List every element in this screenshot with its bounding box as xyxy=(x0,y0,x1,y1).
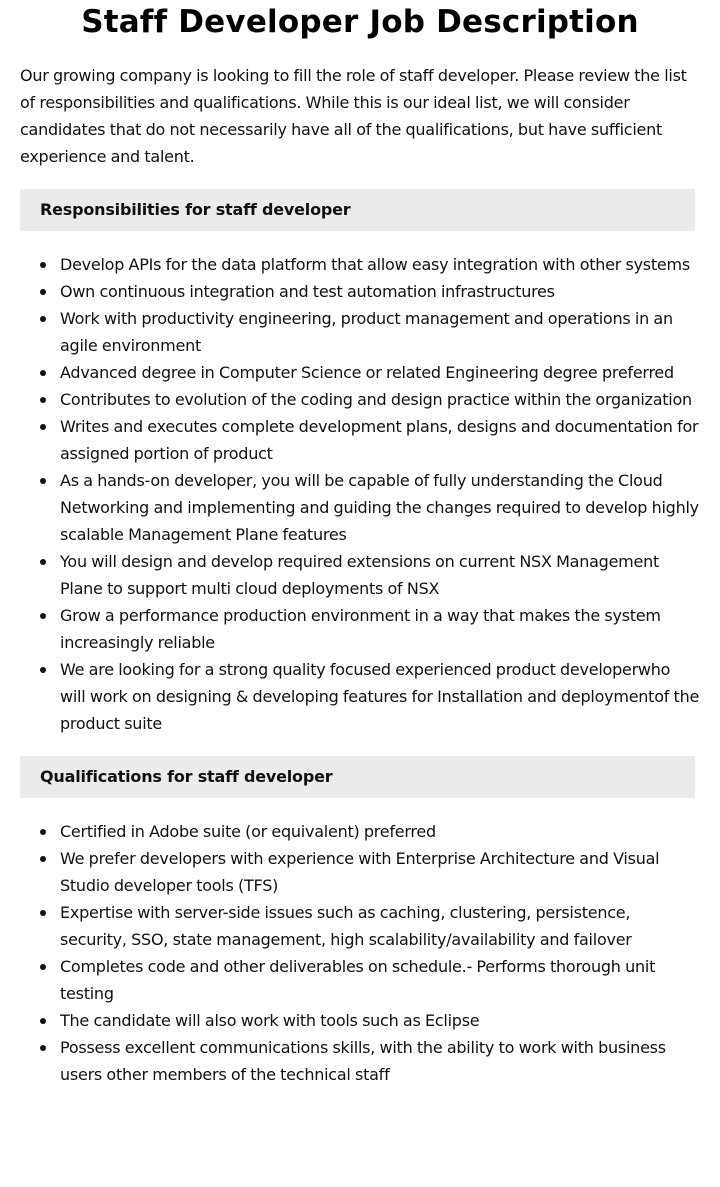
list-item xyxy=(60,656,700,737)
list-item xyxy=(60,1034,700,1088)
bullet-icon xyxy=(40,964,46,970)
bullet-icon xyxy=(40,316,46,322)
bullet-icon xyxy=(40,559,46,565)
list-item-text: Own continuous integration and test automation infrastructures xyxy=(60,282,555,301)
bullet-icon xyxy=(40,397,46,403)
list-item-text: You will design and develop required extensions on current NSX Management Plane to support multi cloud deployments of NSX xyxy=(60,552,660,598)
list-item xyxy=(60,251,700,278)
list-item xyxy=(60,602,700,656)
list-item xyxy=(60,953,700,1007)
list-item-text: Possess excellent communications skills, with the ability to work with business users other members of the technical staff xyxy=(60,1038,666,1084)
qualifications-heading: Qualifications for staff developer xyxy=(20,756,695,798)
responsibilities-list xyxy=(20,251,700,737)
list-item xyxy=(60,845,700,899)
bullet-icon xyxy=(40,829,46,835)
list-item xyxy=(60,305,700,359)
list-item xyxy=(60,818,700,845)
list-item-text: Expertise with server-side issues such as caching, clustering, persistence, security, SSO, state management, high scalability/availability and failover xyxy=(60,903,632,949)
list-item-text: As a hands-on developer, you will be capable of fully understanding the Cloud Networking and implementing and guiding the changes required to develop highly scalable Management Plane features xyxy=(60,471,699,544)
list-item xyxy=(60,386,700,413)
list-item xyxy=(60,278,700,305)
list-item-text: The candidate will also work with tools such as Eclipse xyxy=(60,1011,480,1030)
bullet-icon xyxy=(40,478,46,484)
list-item-text: Develop APIs for the data platform that allow easy integration with other systems xyxy=(60,255,690,274)
bullet-icon xyxy=(40,370,46,376)
bullet-icon xyxy=(40,1045,46,1051)
bullet-icon xyxy=(40,262,46,268)
page-title: Staff Developer Job Description xyxy=(81,4,639,40)
responsibilities-heading: Responsibilities for staff developer xyxy=(20,189,695,231)
bullet-icon xyxy=(40,667,46,673)
bullet-icon xyxy=(40,1018,46,1024)
bullet-icon xyxy=(40,289,46,295)
list-item-text: Work with productivity engineering, product management and operations in an agile environment xyxy=(60,309,673,355)
list-item-text: Completes code and other deliverables on schedule.- Performs thorough unit testing xyxy=(60,957,656,1003)
bullet-icon xyxy=(40,856,46,862)
intro-paragraph: Our growing company is looking to fill the role of staff developer. Please review the list of responsibilities and qualifications. While this is our ideal list, we will consider candidates that do not necessarily have all of the qualifications, but have sufficient experience and talent. xyxy=(20,66,687,166)
list-item-text: Grow a performance production environment in a way that makes the system increasingly reliable xyxy=(60,606,661,652)
bullet-icon xyxy=(40,424,46,430)
list-item xyxy=(60,1007,700,1034)
list-item xyxy=(60,413,700,467)
list-item-text: We prefer developers with experience with Enterprise Architecture and Visual Studio developer tools (TFS) xyxy=(60,849,660,895)
list-item xyxy=(60,548,700,602)
list-item-text: Writes and executes complete development plans, designs and documentation for assigned portion of product xyxy=(60,417,699,463)
bullet-icon xyxy=(40,613,46,619)
qualifications-list xyxy=(20,818,700,1088)
list-item-text: Contributes to evolution of the coding and design practice within the organization xyxy=(60,390,692,409)
list-item-text: Advanced degree in Computer Science or related Engineering degree preferred xyxy=(60,363,674,382)
list-item xyxy=(60,899,700,953)
list-item-text: Certified in Adobe suite (or equivalent) preferred xyxy=(60,822,436,841)
list-item xyxy=(60,467,700,548)
bullet-icon xyxy=(40,910,46,916)
list-item-text: We are looking for a strong quality focused experienced product developerwho will work on designing & developing features for Installation and deploymentof the product suite xyxy=(60,660,700,733)
list-item xyxy=(60,359,700,386)
